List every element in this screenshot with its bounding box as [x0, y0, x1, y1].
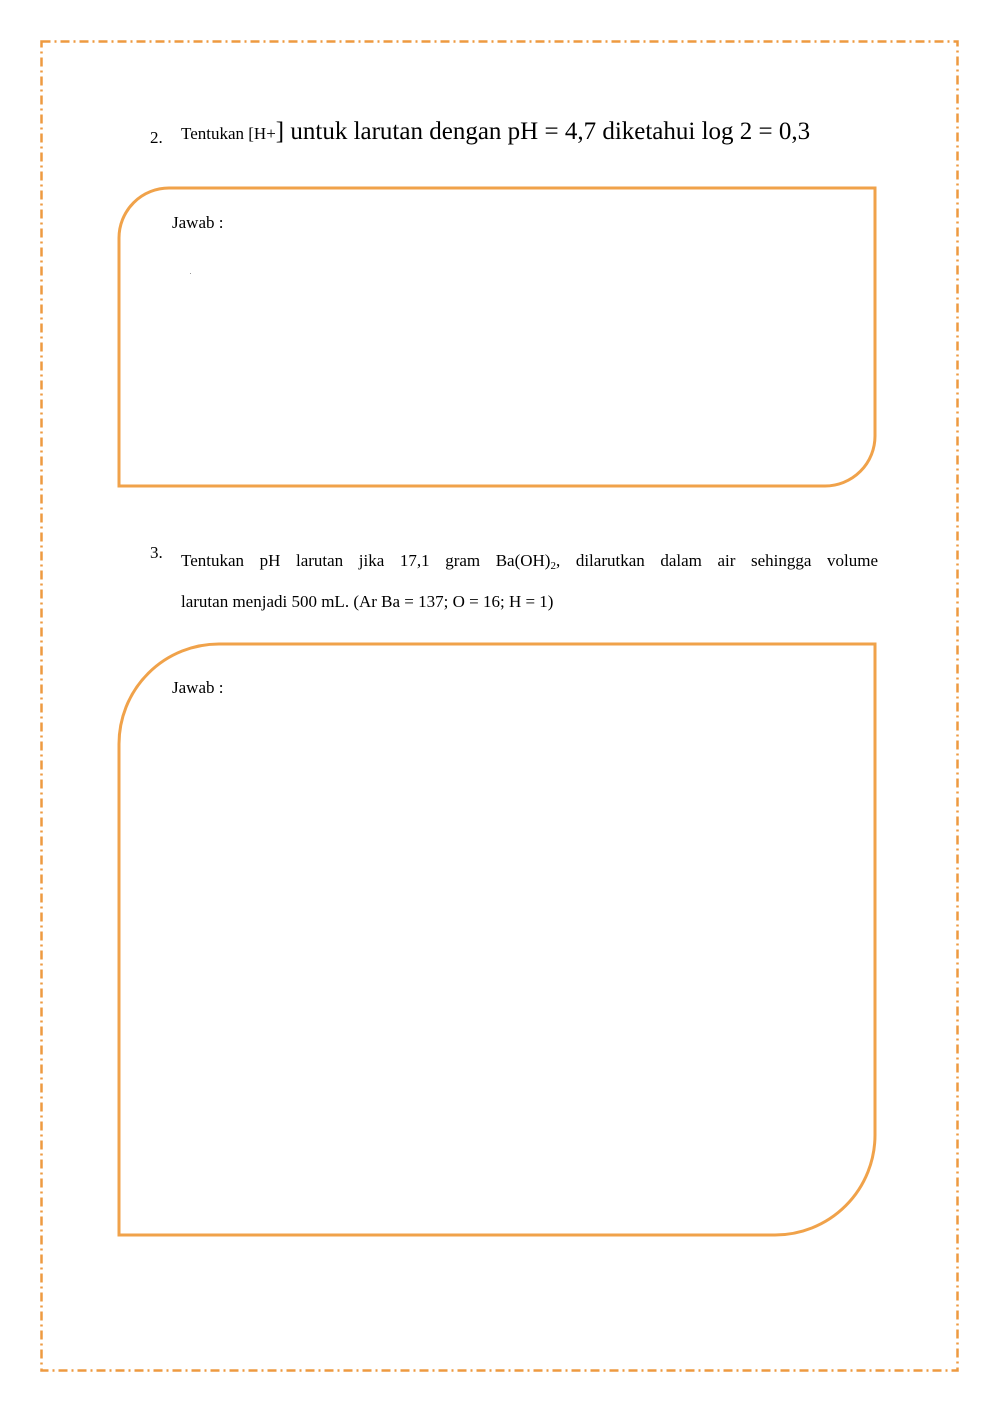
question-text-part: Tentukan	[181, 124, 249, 143]
question-line-2: larutan menjadi 500 mL. (Ar Ba = 137; O = 16; H = 1)	[181, 592, 554, 611]
subscript: 2	[550, 560, 556, 572]
question-text	[181, 118, 810, 146]
dash-dot-frame	[42, 42, 958, 1371]
question-text	[181, 543, 878, 619]
question-text-part: ] untuk larutan dengan pH = 4,7 diketahui log 2 = 0,3	[275, 118, 811, 145]
answer-box-1	[119, 188, 875, 486]
question-text-part: , dilarutkan dalam air sehingga volume	[555, 551, 879, 570]
question-text-part: Tentukan pH larutan jika 17,1 gram Ba(OH)	[181, 551, 551, 570]
question-number: 3.	[150, 543, 163, 562]
question-number: 2.	[150, 128, 163, 147]
question-line-1	[181, 543, 878, 584]
answer-label: Jawab :	[172, 678, 224, 697]
stray-dot	[190, 273, 191, 274]
answer-label: Jawab :	[172, 213, 224, 232]
answer-box-2	[119, 644, 875, 1235]
question-text-part: [H+	[248, 124, 276, 143]
